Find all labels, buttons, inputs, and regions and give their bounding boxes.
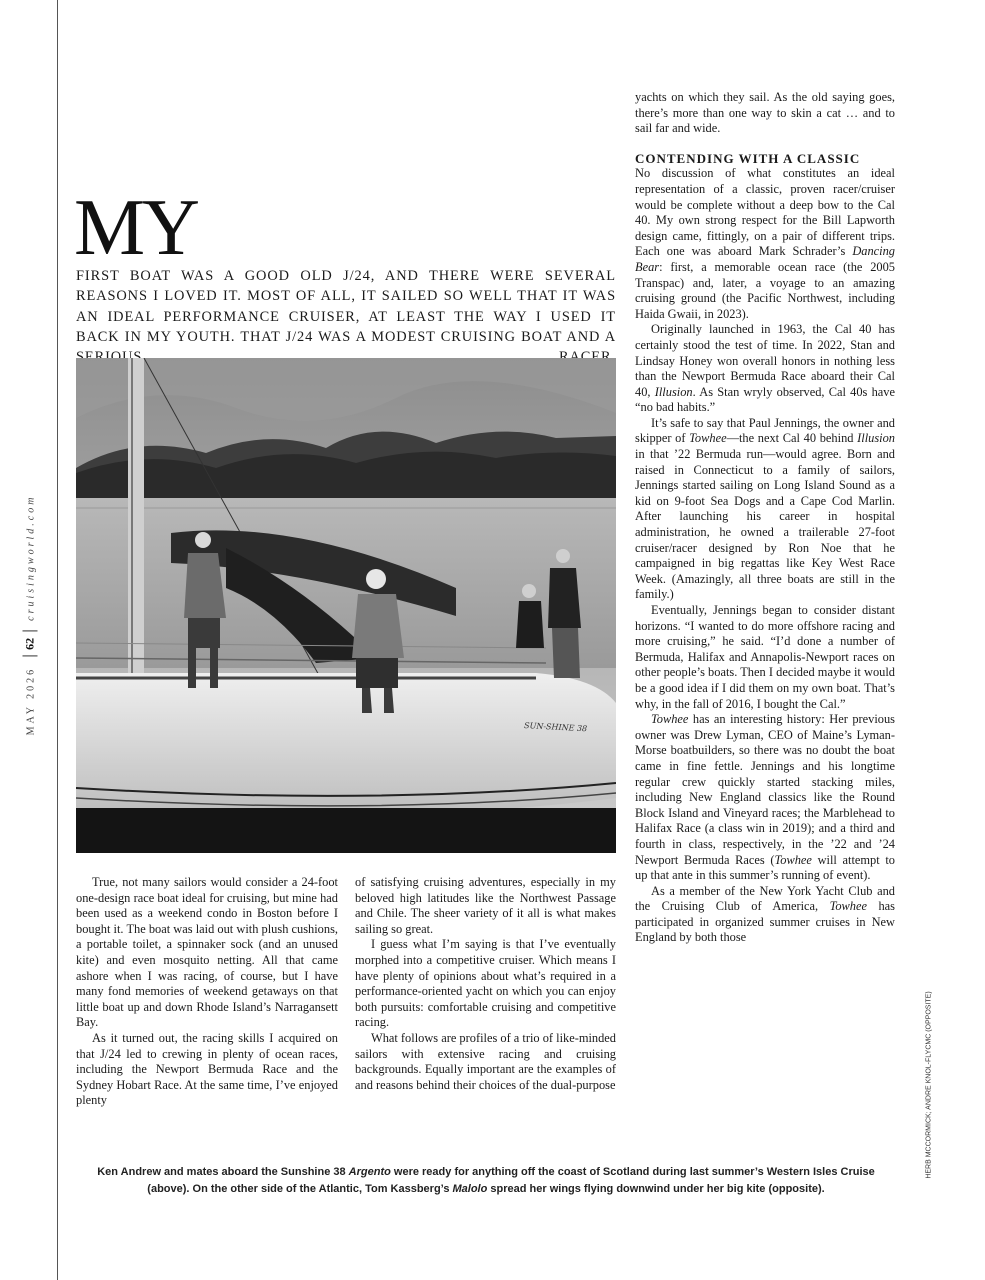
boat-name: Malolo [452,1183,488,1195]
drop-cap-word: MY [74,184,197,272]
photo-credit [918,965,940,1205]
paragraph: I guess what I’m saying is that I’ve eventually morphed into a competitive cruiser. Which means I have plenty of opinions about what’s required in a performance-oriented yacht on which you can enjoy both pursuits: comfortable cruising and competitive racing. [355,937,616,1030]
folio [10,455,50,775]
sailboat-photo-illustration [76,358,616,853]
boat-name: Towhee [774,852,812,867]
paragraph: As it turned out, the racing skills I acquired on that J/24 led to crewing in plenty of ocean races, including the Newport Bermuda Race and the Sydney Hobart Race. At the same time, I’ve enjoyed plenty [76,1030,338,1108]
page-number: 62 [23,631,38,657]
photo-credit-text: HERB MCCORMICK; ANDRE KNOL-FLYCMC (OPPOSITE) [925,991,933,1179]
boat-name: Towhee [651,712,689,727]
boat-name: Argento [348,1166,391,1178]
body-column-1 [76,875,338,1109]
boat-name: Illusion [857,431,896,446]
boat-name: Towhee [689,431,727,446]
paragraph: yachts on which they sail. As the old saying goes, there’s more than one way to skin a cat … and to sail far and wide. [635,90,895,136]
hull-name-text: SUN-SHINE 38 [523,721,588,734]
paragraph: As a member of the New York Yacht Club and the Cruising Club of America, Towhee has participated in organized summer cruises in New England by both those [635,883,895,945]
photo-caption: Ken Andrew and mates aboard the Sunshine 38 Argento were ready for anything off the coast of Scotland during last summer’s Western Isles Cruise (above). On the other side of the Atlantic, Tom Kassberg’s Malolo spread her wings flying downwind under her big kite (opposite). [97,1166,875,1195]
paragraph: Towhee has an interesting history: Her previous owner was Drew Lyman, CEO of Maine’s Lyman-Morse boatbuilders, so there was no doubt the boat came in fine fettle. Jennings and his longtime regular crew quickly started stacking miles, including New England classics like the Round Block Island and Vineyard races; the Marblehead to Halifax Race (a class win in 2019); and a third and fourth in class, respectively, in the ’22 and ’24 Newport Bermuda Races (Towhee will attempt to up that ante in this summer’s running of event). [635,712,895,883]
body-column-3 [635,90,895,946]
boat-name: Illusion [654,384,693,399]
boat-name: Dancing Bear [635,244,895,274]
feature-photo [76,358,616,853]
section-heading: CONTENDING WITH A CLASSIC [635,150,861,166]
paragraph: No discussion of what constitutes an ideal representation of a classic, proven racer/cruiser would be complete without a deep bow to the Cal 40. My own strong respect for the Bill Lapworth design came, fittingly, on a pair of different trips. Each one was aboard Mark Schrader’s Dancing Bear: first, a memorable ocean race (the 2005 Transpac) and, later, a voyage to an amazing cruising ground (the Pacific Northwest, including Haida Gwaii, in 2023). [635,166,895,321]
paragraph: What follows are profiles of a trio of like-minded sailors with extensive racing and cruising backgrounds. Equally important are the examples of and reasons behind their choices of the dual-purpose [355,1030,616,1092]
paragraph: True, not many sailors would consider a 24-foot one-design race boat ideal for cruising, but mine had been used as a weekend condo in Boston before I bought it. The boat was laid out with plush cushions, a portable toilet, a spinnaker sock (and an unused kite) and even mosquito netting. All that came ashore when I was racing, of course, but I have many fond memories of weekend getaways on that little boat up and down Rhode Island’s Narragansett Bay. [76,875,338,1030]
paragraph: Originally launched in 1963, the Cal 40 has certainly stood the test of time. In 2022, Stan and Lindsay Honey won overall honors in nothing less than the Newport Bermuda Race aboard their Cal 40, Illusion. As Stan wryly observed, Cal 40s have “no bad habits.” [635,322,895,415]
body-column-2 [355,875,616,1093]
folio-site: cruisingworld.com [25,494,37,621]
lede-paragraph: FIRST BOAT WAS A GOOD OLD J/24, AND THERE WERE SEVERAL REASONS I LOVED IT. MOST OF ALL, IT SAILED SO WELL THAT IT WAS AN IDEAL PERFORMANCE CRUISER, AT LEAST THE WAY I USED IT BACK IN MY YOUTH. THAT J/24 WAS A MODEST CRUISING BOAT AND A [76,268,616,345]
paragraph: Eventually, Jennings began to consider distant horizons. “I wanted to do more offshore racing and more cruising,” he said. “I’d done a number of Bermuda, Halifax and Annapolis-Newport races on other people’s boats. Then I decided maybe it would be a good idea if I did them on my own boat. That’s why, in the fall of 2016, I bought the Cal.” [635,603,895,711]
paragraph: of satisfying cruising adventures, especially in my beloved high latitudes like the Northwest Passage and Chile. The sheer variety of it all is what makes sailing so great. [355,875,616,936]
paragraph: It’s safe to say that Paul Jennings, the owner and skipper of Towhee—the next Cal 40 behind Illusion in that ’22 Bermuda run—would agree. Born and raised in Connecticut to a family of sailors, Jennings started sailing on Long Island Sound as a kid on 9-foot Sea Dogs and a Cape Cod Marlin. After launching his career in hospital administration, he owned a trailerable 27-foot cruiser/racer designed by Ron Noe that he campaigned in big regattas like Key West Race Week. (Amazingly, all three boats are still in the family.) [635,415,896,602]
boat-name: Towhee [829,899,868,914]
folio-date: MAY 2026 [25,666,37,736]
gutter-rule [57,0,58,1280]
